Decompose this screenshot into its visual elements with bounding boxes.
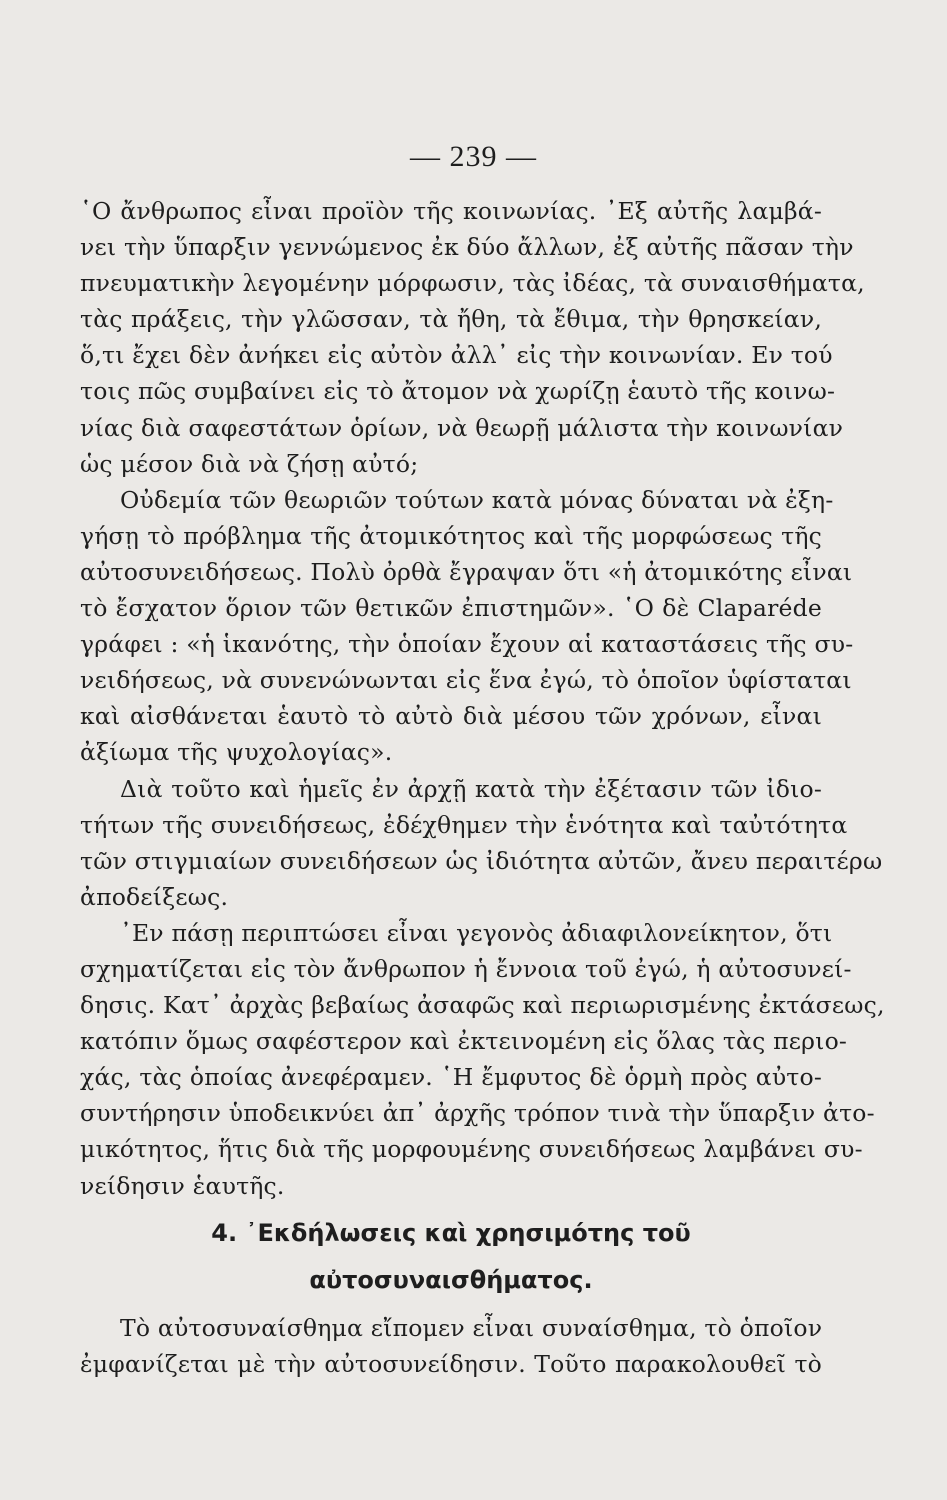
text-line: ἐμφανίζεται μὲ τὴν αὐτοσυνείδησιν. Τοῦτο παρακολουθεῖ τὸ: [80, 1349, 822, 1378]
text-line: νει τὴν ὕπαρξιν γεννώμενος ἐκ δύο ἄλλων, ἐξ αὐτῆς πᾶσαν τὴν: [80, 233, 854, 262]
text-line: τοις πῶς συμβαίνει εἰς τὸ ἄτομον νὰ χωρίζῃ ἑαυτὸ τῆς κοινω-: [80, 377, 836, 406]
text-line: ἀξίωμα τῆς ψυχολογίας».: [80, 738, 393, 767]
text-line: δησις. Κατ᾿ ἀρχὰς βεβαίως ἀσαφῶς καὶ περιωρισμένης ἐκτάσεως,: [80, 991, 885, 1020]
text-line: τήτων τῆς συνειδήσεως, ἐδέχθημεν τὴν ἑνότητα καὶ ταὐτότητα: [80, 810, 848, 839]
section-heading-line: αὐτοσυναισθήματος.: [309, 1265, 593, 1294]
text-line: νίας διὰ σαφεστάτων ὁρίων, νὰ θεωρῇ μάλιστα τὴν κοινωνίαν: [80, 413, 844, 442]
text-line: χάς, τὰς ὁποίας ἀνεφέραμεν. ῾Η ἔμφυτος δὲ ὁρμὴ πρὸς αὐτο-: [80, 1063, 822, 1092]
text-line: ὡς μέσον διὰ νὰ ζήσῃ αὐτό;: [80, 449, 419, 478]
text-line: σχηματίζεται εἰς τὸν ἄνθρωπον ἡ ἔννοια τοῦ ἐγώ, ἡ αὐτοσυνεί-: [80, 954, 852, 983]
section-heading: [80, 1210, 822, 1304]
text-line: τὸ ἔσχατον ὅριον τῶν θετικῶν ἐπιστημῶν». ῾Ο δὲ Claparéde: [80, 594, 822, 623]
text-line: ἀποδείξεως.: [80, 882, 229, 911]
text-line: Οὐδεμία τῶν θεωριῶν τούτων κατὰ μόνας δύναται νὰ ἐξη-: [120, 485, 834, 514]
body-text: [80, 193, 885, 1382]
text-line: καὶ αἰσθάνεται ἑαυτὸ τὸ αὐτὸ διὰ μέσου τῶν χρόνων, εἶναι: [80, 702, 822, 731]
text-line: νειδήσεως, νὰ συνενώνωνται εἰς ἕνα ἐγώ, τὸ ὁποῖον ὑφίσταται: [80, 666, 852, 695]
paragraph-4: [80, 915, 885, 1204]
text-line: πνευματικὴν λεγομένην μόρφωσιν, τὰς ἰδέας, τὰ συναισθήματα,: [80, 269, 865, 298]
text-line: αὐτοσυνειδήσεως. Πολὺ ὀρθὰ ἔγραψαν ὅτι «ἡ ἀτομικότης εἶναι: [80, 557, 853, 586]
text-line: γράφει : «ἡ ἱκανότης, τὴν ὁποίαν ἔχουν αἱ καταστάσεις τῆς συ-: [80, 630, 854, 659]
text-line: Διὰ τοῦτο καὶ ἡμεῖς ἐν ἀρχῇ κατὰ τὴν ἐξέτασιν τῶν ἰδιο-: [120, 774, 822, 803]
text-line: Τὸ αὐτοσυναίσθημα εἴπομεν εἶναι συναίσθημα, τὸ ὁποῖον: [120, 1313, 823, 1342]
paragraph-1: [80, 193, 865, 482]
text-line: ὅ,τι ἔχει δὲν ἀνήκει εἰς αὐτὸν ἀλλ᾿ εἰς τὴν κοινωνίαν. Εν τού: [80, 341, 833, 370]
text-line: τῶν στιγμιαίων συνειδήσεων ὡς ἰδιότητα αὐτῶν, ἄνευ περαιτέρω: [80, 846, 883, 875]
text-line: τὰς πράξεις, τὴν γλῶσσαν, τὰ ἤθη, τὰ ἔθιμα, τὴν θρησκείαν,: [80, 305, 822, 334]
paragraph-2: [80, 482, 854, 771]
text-line: γήσῃ τὸ πρόβλημα τῆς ἀτομικότητος καὶ τῆς μορφώσεως τῆς: [80, 521, 822, 550]
text-line: νείδησιν ἑαυτῆς.: [80, 1171, 285, 1200]
text-line: κατόπιν ὅμως σαφέστερον καὶ ἐκτεινομένη εἰς ὅλας τὰς περιο-: [80, 1027, 848, 1056]
text-line: ᾿Εν πάσῃ περιπτώσει εἶναι γεγονὸς ἀδιαφιλονείκητον, ὅτι: [120, 918, 833, 947]
text-line: συντήρησιν ὑποδεικνύει ἀπ᾿ ἀρχῆς τρόπον τινὰ τὴν ὕπαρξιν ἀτο-: [80, 1099, 875, 1128]
page-number: — 239 —: [410, 140, 537, 173]
paragraph-5: [80, 1310, 822, 1382]
text-line: μικότητος, ἥτις διὰ τῆς μορφουμένης συνειδήσεως λαμβάνει συ-: [80, 1135, 863, 1164]
text-line: ῾Ο ἄνθρωπος εἶναι προϊὸν τῆς κοινωνίας. ᾿Εξ αὐτῆς λαμβά-: [80, 197, 822, 225]
paragraph-3: [80, 771, 883, 915]
section-heading-line: 4. ᾿Εκδήλωσεις καὶ χρησιμότης τοῦ: [211, 1218, 691, 1247]
